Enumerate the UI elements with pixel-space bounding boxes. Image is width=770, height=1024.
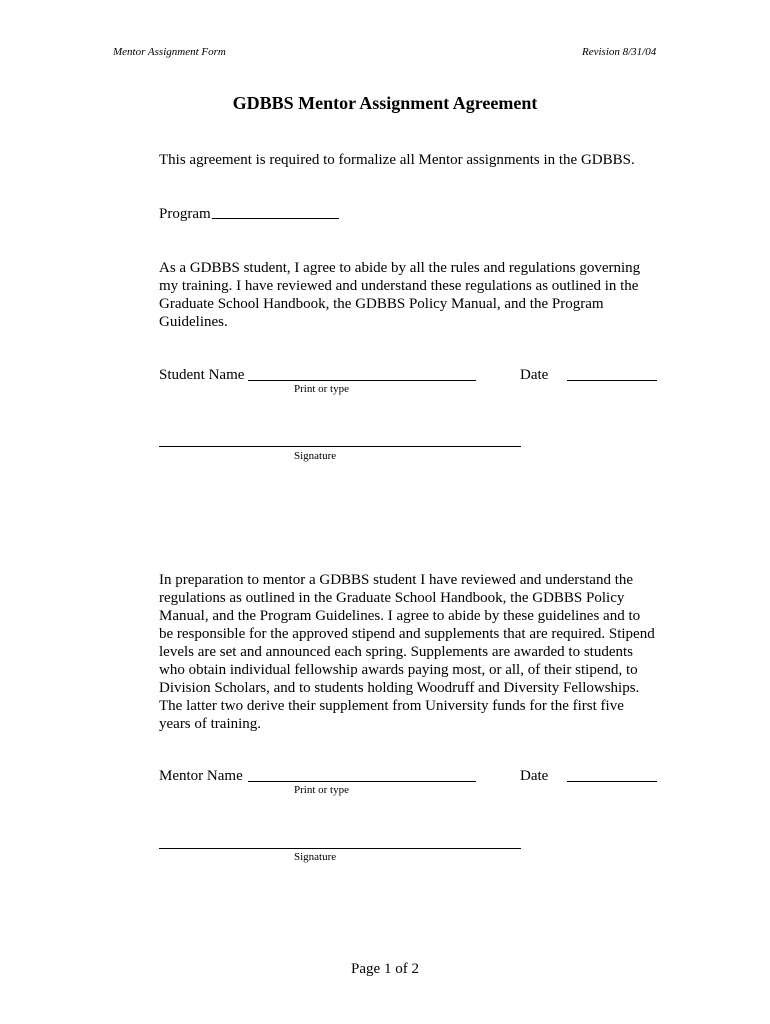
program-field[interactable] <box>212 218 339 219</box>
student-name-field[interactable] <box>248 380 476 381</box>
mentor-print-caption: Print or type <box>294 784 349 796</box>
program-label: Program <box>159 206 211 222</box>
form-name: Mentor Assignment Form <box>113 46 226 58</box>
student-print-caption: Print or type <box>294 383 349 395</box>
page-title: GDBBS Mentor Assignment Agreement <box>232 93 538 113</box>
student-name-label: Student Name <box>159 367 245 383</box>
revision-label: Revision 8/31/04 <box>582 46 657 58</box>
student-signature-caption: Signature <box>294 450 337 462</box>
mentor-signature-field[interactable] <box>159 848 521 849</box>
student-date-field[interactable] <box>567 380 657 381</box>
student-statement: As a GDBBS student, I agree to abide by all the rules and regulations governing my training. I have reviewed and understand these regulations as outlined in the Graduate School Handbook, the GDBBS Policy Manual, and the Program Guidelines. <box>159 260 641 330</box>
mentor-statement: In preparation to mentor a GDBBS student I have reviewed and understand the regulations as outlined in the Graduate School Handbook, the GDBBS Policy Manual, and the Program Guidelines. I agree to abide by these guidelines and to be responsible for the approved stipend and supplements that are required. Stipend levels are set and announced each spring. Supplements are awarded to students who obtain individual fellowship awards paying most, or all, of their stipend, to Division Scholars, and to students holding Woodruff and Diversity Fellowships. The latter two derive their supplement from University funds for the first five years of training. <box>159 572 655 732</box>
student-signature-field[interactable] <box>159 446 521 447</box>
page-number: Page 1 of 2 <box>351 961 419 977</box>
student-date-label: Date <box>520 367 549 383</box>
mentor-date-label: Date <box>520 768 549 784</box>
mentor-signature-caption: Signature <box>294 851 337 863</box>
mentor-name-field[interactable] <box>248 781 476 782</box>
mentor-date-field[interactable] <box>567 781 657 782</box>
intro-text: This agreement is required to formalize all Mentor assignments in the GDBBS. <box>159 152 635 168</box>
mentor-name-label: Mentor Name <box>159 768 243 784</box>
